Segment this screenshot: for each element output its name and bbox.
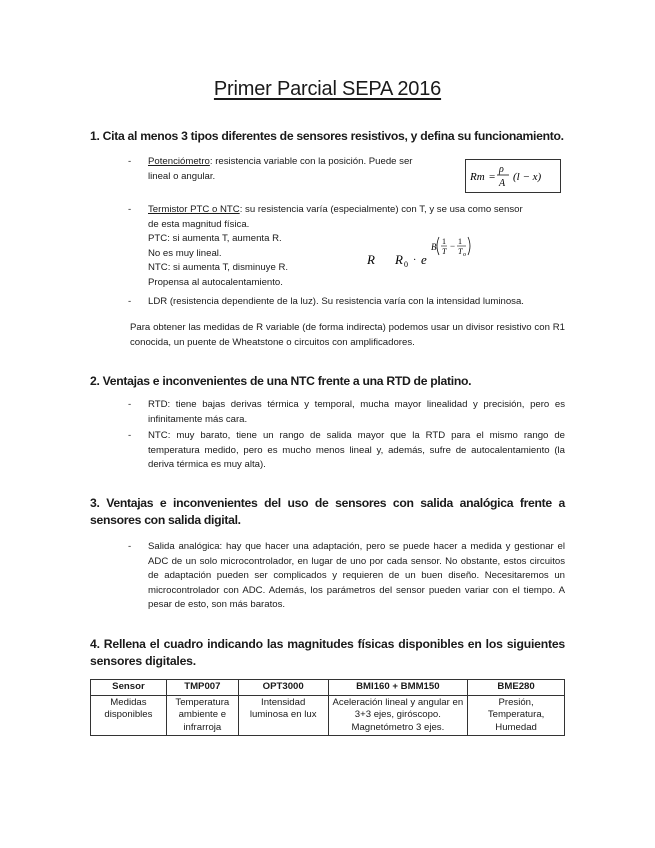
- potenciometro-formula: [465, 159, 561, 198]
- term-potenciometro: Potenciómetro: [148, 156, 210, 167]
- formula-r0: R: [395, 252, 403, 267]
- bullet-dash: -: [128, 430, 132, 441]
- bullet-dash: -: [128, 296, 132, 307]
- formula-one-b: 1: [458, 237, 462, 246]
- formula-tsub: o: [463, 252, 466, 258]
- bullet-text: [148, 203, 568, 291]
- table-cell: Aceleración lineal y angular en 3+3 ejes, giróscopo. Magnetómetro 3 ejes.: [328, 695, 468, 736]
- formula-b: B: [431, 242, 437, 252]
- formula-sub0: 0: [404, 260, 408, 269]
- bullet-text: NTC: muy barato, tiene un rango de salida mayor que la RTD para el mismo rango de temperatura medido, pero es mucho menos lineal y, además, sufre de autocalentamiento (la deriva térmica es muy alta).: [148, 430, 565, 471]
- table-cell: Medidas disponibles: [91, 695, 167, 736]
- formula-t: T: [442, 247, 447, 256]
- bullet-rest: : su resistencia varía (especialmente) con T, y se usa como sensor: [239, 204, 523, 215]
- bullet-dash: -: [128, 204, 132, 215]
- term-termistor: Termistor PTC o NTC: [148, 204, 240, 215]
- formula-num: ρ: [499, 164, 504, 175]
- formula-r: R: [367, 252, 375, 267]
- page-title: Primer Parcial SEPA 2016: [213, 78, 442, 100]
- table-cell: Presión, Temperatura, Humedad: [468, 695, 565, 736]
- bullet-dash: -: [128, 541, 132, 552]
- bullet-rest: : resistencia variable con la posición. Puede ser: [209, 156, 413, 167]
- table-row: [91, 695, 565, 736]
- formula-e: e: [421, 252, 427, 267]
- table-cell: Temperatura ambiente e infrarroja: [166, 695, 238, 736]
- header-cell: OPT3000: [238, 680, 328, 696]
- bullet-text: [148, 155, 458, 184]
- header-cell: TMP007: [166, 680, 238, 696]
- question-1-heading: 1. Cita al menos 3 tipos diferentes de sensores resistivos, y defina su funcionamiento.: [90, 129, 564, 143]
- question-3-heading: 3. Ventajas e inconvenientes del uso de sensores con salida analógica frente a sensores con salida digital.: [90, 496, 565, 527]
- table-header-row: [91, 680, 565, 696]
- bullet-text: Salida analógica: hay que hacer una adaptación, pero se puede hacer a medida y gestionar el ADC de un solo microcontrolador, en lugar de uno por cada sensor. No obstante, estos circuitos de adaptación pueden ser complicados y requieren de un buen diseño. Necesitaremos un microcontrolador con ADC. Además, los parámetros del sensor pueden variar con el tiempo. A pesar de esto, son más baratos.: [148, 541, 565, 611]
- table-cell: Intensidad luminosa en lux: [238, 695, 328, 736]
- formula-rhs: (l − x): [513, 171, 542, 183]
- bullet-line: de esta magnitud física.: [148, 218, 250, 230]
- sensors-table: [90, 679, 565, 736]
- question-4-heading: 4. Rellena el cuadro indicando las magnitudes físicas disponibles en los siguientes sensores digitales.: [90, 637, 565, 668]
- bullet-line: Propensa al autocalentamiento.: [148, 276, 283, 288]
- bullet-dash: -: [128, 399, 132, 410]
- formula-t0: T: [458, 247, 463, 256]
- question-2-heading: 2. Ventajas e inconvenientes de una NTC frente a una RTD de platino.: [90, 374, 472, 388]
- bullet-dash: -: [128, 156, 132, 167]
- bullet-line2: lineal o angular.: [148, 170, 216, 182]
- q1-paragraph: Para obtener las medidas de R variable (de forma indirecta) podemos usar un divisor resistivo con R1 conocida, un puente de Wheatstone o circuitos con amplificadores.: [130, 322, 565, 348]
- svg-text:−: −: [450, 241, 456, 251]
- termistor-formula: [365, 230, 485, 277]
- bullet-line: NTC: si aumenta T, disminuye R.: [148, 262, 289, 274]
- bullet-line: PTC: si aumenta T, aumenta R.: [148, 233, 282, 245]
- formula-one-a: 1: [442, 237, 446, 246]
- header-cell: Sensor: [91, 680, 167, 696]
- header-cell: BMI160 + BMM150: [328, 680, 468, 696]
- formula-lhs: Rm: [470, 171, 485, 183]
- svg-text:·: ·: [413, 255, 417, 266]
- bullet-text: LDR (resistencia dependiente de la luz). Su resistencia varía con la intensidad luminosa.: [148, 296, 524, 307]
- header-cell: BME280: [468, 680, 565, 696]
- bullet-text: RTD: tiene bajas derivas térmica y temporal, mucha mayor linealidad y precisión, pero es infinitamente más cara.: [148, 399, 565, 425]
- formula-den: A: [499, 178, 506, 189]
- bullet-line: No es muy lineal.: [148, 247, 222, 259]
- svg-text:=: =: [489, 171, 496, 183]
